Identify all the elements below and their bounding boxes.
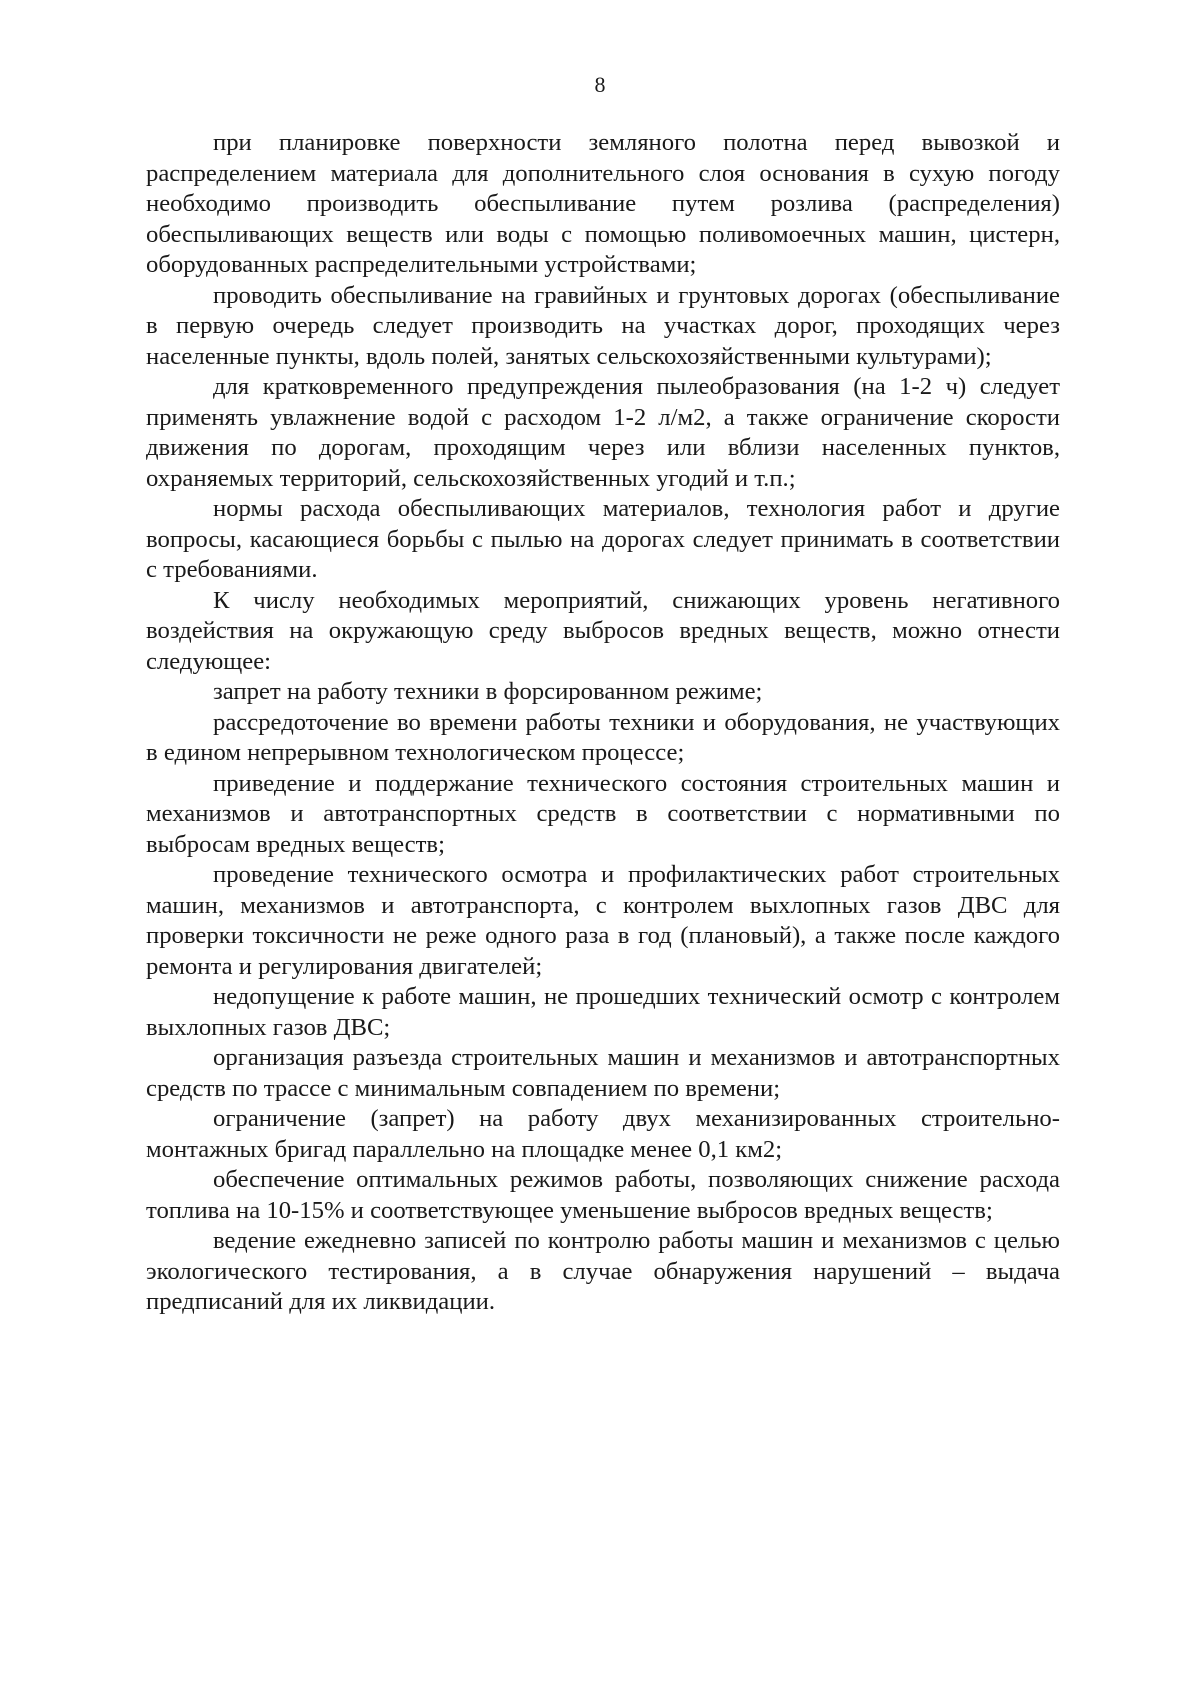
paragraph-short-term-dust-prevention: для кратковременного предупреждения пылеобразования (на 1-2 ч) следует применять увлажнение водой с расходом 1-2 л/м2, а также ограничение скорости движения по дорогам, проходящим через или вблизи населенных пунктов, охраняемых территорий, сельскохозяйственных угодий и т.п.; <box>146 373 1060 492</box>
paragraph-technical-inspection: проведение технического осмотра и профилактических работ строительных машин, механизмов и автотранспорта, с контролем выхлопных газов ДВС для проверки токсичности не реже одного раза в год (плановый), а также после каждого ремонта и регулирования двигателей; <box>146 861 1060 980</box>
paragraph-dust-suppression-gravel-roads: проводить обеспыливание на гравийных и грунтовых дорогах (обеспыливание в первую очередь следует производить на участках дорог, проходящих через населенные пункты, вдоль полей, занятых сельскохозяйственными культурами); <box>146 281 1060 370</box>
paragraph-daily-records: ведение ежедневно записей по контролю работы машин и механизмов с целью экологического тестирования, а в случае обнаружения нарушений – выдача предписаний для их ликвидации. <box>146 1227 1060 1315</box>
paragraph-dust-suppression-subgrade: при планировке поверхности земляного полотна перед вывозкой и распределением материала для дополнительного слоя основания в сухую погоду необходимо производить обеспыливание путем розлива (распределения) обеспыливающих веществ или воды с помощью поливомоечных машин, цистерн, оборудованных распределительными устройствами; <box>146 129 1060 278</box>
paragraph-measures-intro: К числу необходимых мероприятий, снижающих уровень негативного воздействия на окружающую среду выбросов вредных веществ, можно отнести следующее: <box>146 586 1060 675</box>
page-number: 8 <box>594 72 606 97</box>
paragraph-brigade-restriction: ограничение (запрет) на работу двух механизированных строительно-монтажных бригад параллельно на площадке менее 0,1 км2; <box>146 1105 1060 1163</box>
paragraph-traffic-organization: организация разъезда строительных машин и механизмов и автотранспортных средств по трассе с минимальным совпадением по времени; <box>146 1044 1060 1102</box>
paragraph-dust-material-norms: нормы расхода обеспыливающих материалов, технология работ и другие вопросы, касающиеся борьбы с пылью на дорогах следует принимать в соответствии с требованиями. <box>146 495 1060 583</box>
paragraph-technical-condition: приведение и поддержание технического состояния строительных машин и механизмов и автотранспортных средств в соответствии с нормативными по выбросам вредных веществ; <box>146 769 1060 858</box>
paragraph-time-dispersal: рассредоточение во времени работы техники и оборудования, не участвующих в едином непрерывном технологическом процессе; <box>146 708 1060 766</box>
paragraph-uninspected-machines-ban: недопущение к работе машин, не прошедших технический осмотр с контролем выхлопных газов ДВС; <box>146 983 1060 1041</box>
paragraph-forced-mode-ban: запрет на работу техники в форсированном режиме; <box>213 678 763 705</box>
body-text <box>146 128 1060 1318</box>
paragraph-optimal-modes: обеспечение оптимальных режимов работы, позволяющих снижение расхода топлива на 10-15% и соответствующее уменьшение выбросов вредных веществ; <box>146 1166 1060 1224</box>
